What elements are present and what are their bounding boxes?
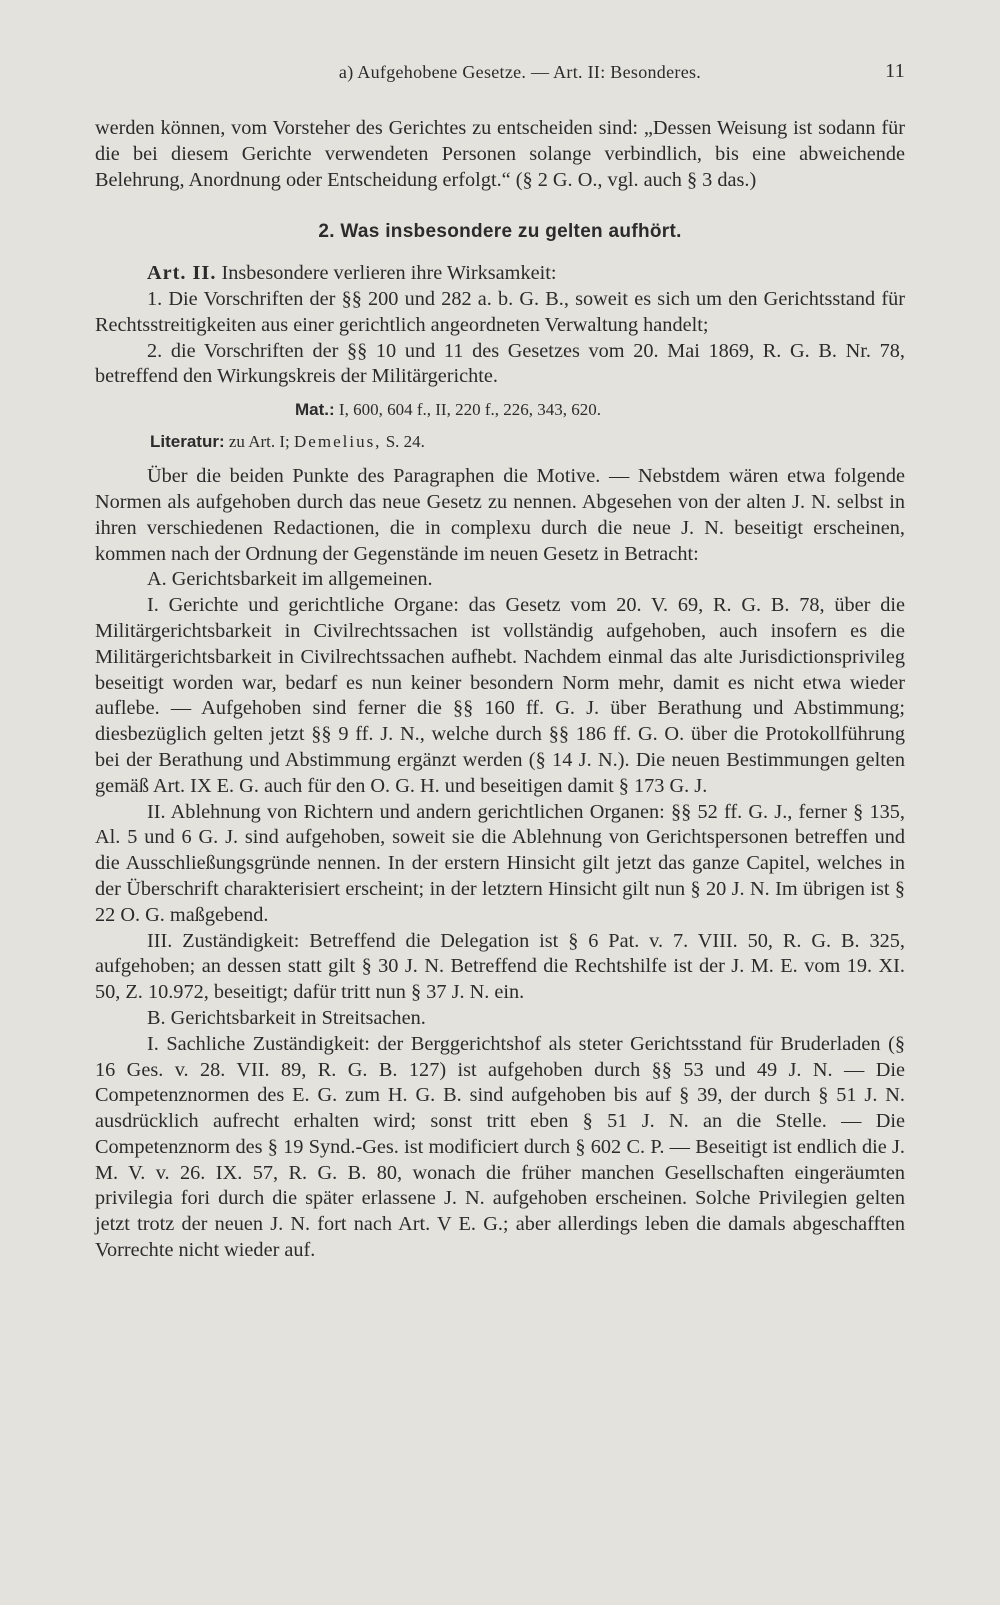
paragraph-b-i: I. Sachliche Zuständigkeit: der Berggerichtshof als steter Gerichtsstand für Bruderladen (§ 16 Ges. v. 28. VII. 89, R. G. B. 127) ist aufgehoben durch §§ 53 und 49 J. N. — Die Competenznormen des E. G. zum H. G. B. sind aufgehoben bis auf § 39, der durch § 51 J. N. ausdrücklich aufrecht erhalten wird; sonst tritt eben § 51 J. N. an die Stelle. — Die Competenznorm des § 19 Synd.-Ges. ist modificiert durch § 602 C. P. — Beseitigt ist endlich die J. M. V. v. 26. IX. 57, R. G. B. 80, wonach die früher manchen Gesellschaften eingeräumten privilegia fori durch die später erlassene J. N. aufgehoben erscheinen. Solche Privilegien gelten jetzt trotz der neuen J. N. fort nach Art. V E. G.; aber allerdings leben die damals abgeschafften Vorrechte nicht wieder auf. (95, 1032, 905, 1262)
page-number: 11 (885, 60, 905, 82)
paragraph-a-ii: II. Ablehnung von Richtern und andern gerichtlichen Organen: §§ 52 ff. G. J., ferner § 135, Al. 5 und 6 G. J. sind aufgehoben, soweit sie die Ablehnung von Gerichtspersonen betreffen und die Ausschließungsgründe nennen. In der erstern Hinsicht gilt jetzt das ganze Capitel, welches in der Überschrift charakterisiert erscheint; in der letztern Hinsicht gilt nun § 20 J. N. Im übrigen ist § 22 O. G. maßgebend. (95, 800, 905, 926)
running-title: a) Aufgehobene Gesetze. — Art. II: Besonderes. (338, 62, 702, 82)
section-heading: 2. Was insbesondere zu gelten aufhört. (318, 221, 682, 243)
literature-line (95, 430, 905, 454)
running-head (95, 62, 905, 98)
literature-text-1: zu Art. I; (228, 432, 290, 452)
paragraph-a-iii: III. Zuständigkeit: Betreffend die Delegation ist § 6 Pat. v. 7. VIII. 50, R. G. B. 325, aufgehoben; an dessen statt gilt § 30 J. N. Betreffend die Rechtshilfe ist der J. M. E. vom 19. XI. 50, Z. 10.972, beseitigt; dafür tritt nun § 37 J. N. ein. (95, 929, 905, 1004)
motive-paragraph: Über die beiden Punkte des Paragraphen die Motive. — Nebstdem wären etwa folgende Normen als aufgehoben durch das neue Gesetz zu nennen. Abgesehen von der alten J. N. selbst in ihren verschiedenen Redactionen, die in complexu durch die neue J. N. beseitigt erscheinen, kommen nach der Ordnung der Gegenstände im neuen Gesetz in Betracht: (95, 465, 905, 565)
article-text: Insbesondere verlieren ihre Wirksamkeit: (221, 262, 557, 285)
subheading-a: A. Gerichtsbarkeit im allgemeinen. (147, 568, 433, 591)
subheading-b: B. Gerichtsbarkeit in Streitsachen. (147, 1006, 426, 1029)
literature-text-2: S. 24. (385, 432, 425, 452)
literature-label: Literatur: (150, 432, 225, 452)
materials-line (95, 398, 905, 422)
body-text (95, 116, 905, 1264)
article-item-1: 1. Die Vorschriften der §§ 200 und 282 a. b. G. B., soweit es sich um den Gerichtsstand für Rechtsstreitigkeiten aus einer gerichtlich angeordneten Verwaltung handelt; (95, 287, 905, 336)
paragraph-a-i: I. Gerichte und gerichtliche Organe: das Gesetz vom 20. V. 69, R. G. B. 78, über die Militärgerichtsbarkeit in Civilrechtssachen ist vollständig aufgehoben, auch insofern es die Militärgerichtsbarkeit in Civilrechtssachen aufhebt. Nachdem einmal das alte Jurisdictionsprivileg beseitigt worden war, bedarf es nun keiner besondern Norm mehr, damit es nicht etwa wieder auflebe. — Aufgehoben sind ferner die §§ 160 ff. G. J. über Berathung und Abstimmung; diesbezüglich gelten jetzt §§ 9 ff. J. N., welche durch §§ 186 ff. G. O. über die Protokollführung bei der Berathung und Abstimmung ergänzt werden (§ 14 J. N.). Die neuen Bestimmungen gelten gemäß Art. IX E. G. auch für den O. G. H. und beseitigen damit § 173 G. J. (95, 594, 905, 797)
intro-paragraph: werden können, vom Vorsteher des Gerichtes zu entscheiden sind: „Dessen Weisung ist sodann für die bei diesem Gerichte verwendeten Personen solange verbindlich, bis eine abweichende Belehrung, Anordnung oder Entscheidung erfolgt.“ (§ 2 G. O., vgl. auch § 3 das.) (95, 117, 905, 191)
article-label: Art. II. (147, 262, 217, 285)
literature-author: Demelius, (294, 432, 382, 452)
materials-label: Mat.: (295, 400, 335, 420)
materials-text: I, 600, 604 f., II, 220 f., 226, 343, 620. (338, 400, 601, 420)
article-line (95, 261, 905, 287)
article-item-2: 2. die Vorschriften der §§ 10 und 11 des Gesetzes vom 20. Mai 1869, R. G. B. Nr. 78, betreffend den Wirkungskreis der Militärgerichte. (95, 339, 905, 388)
